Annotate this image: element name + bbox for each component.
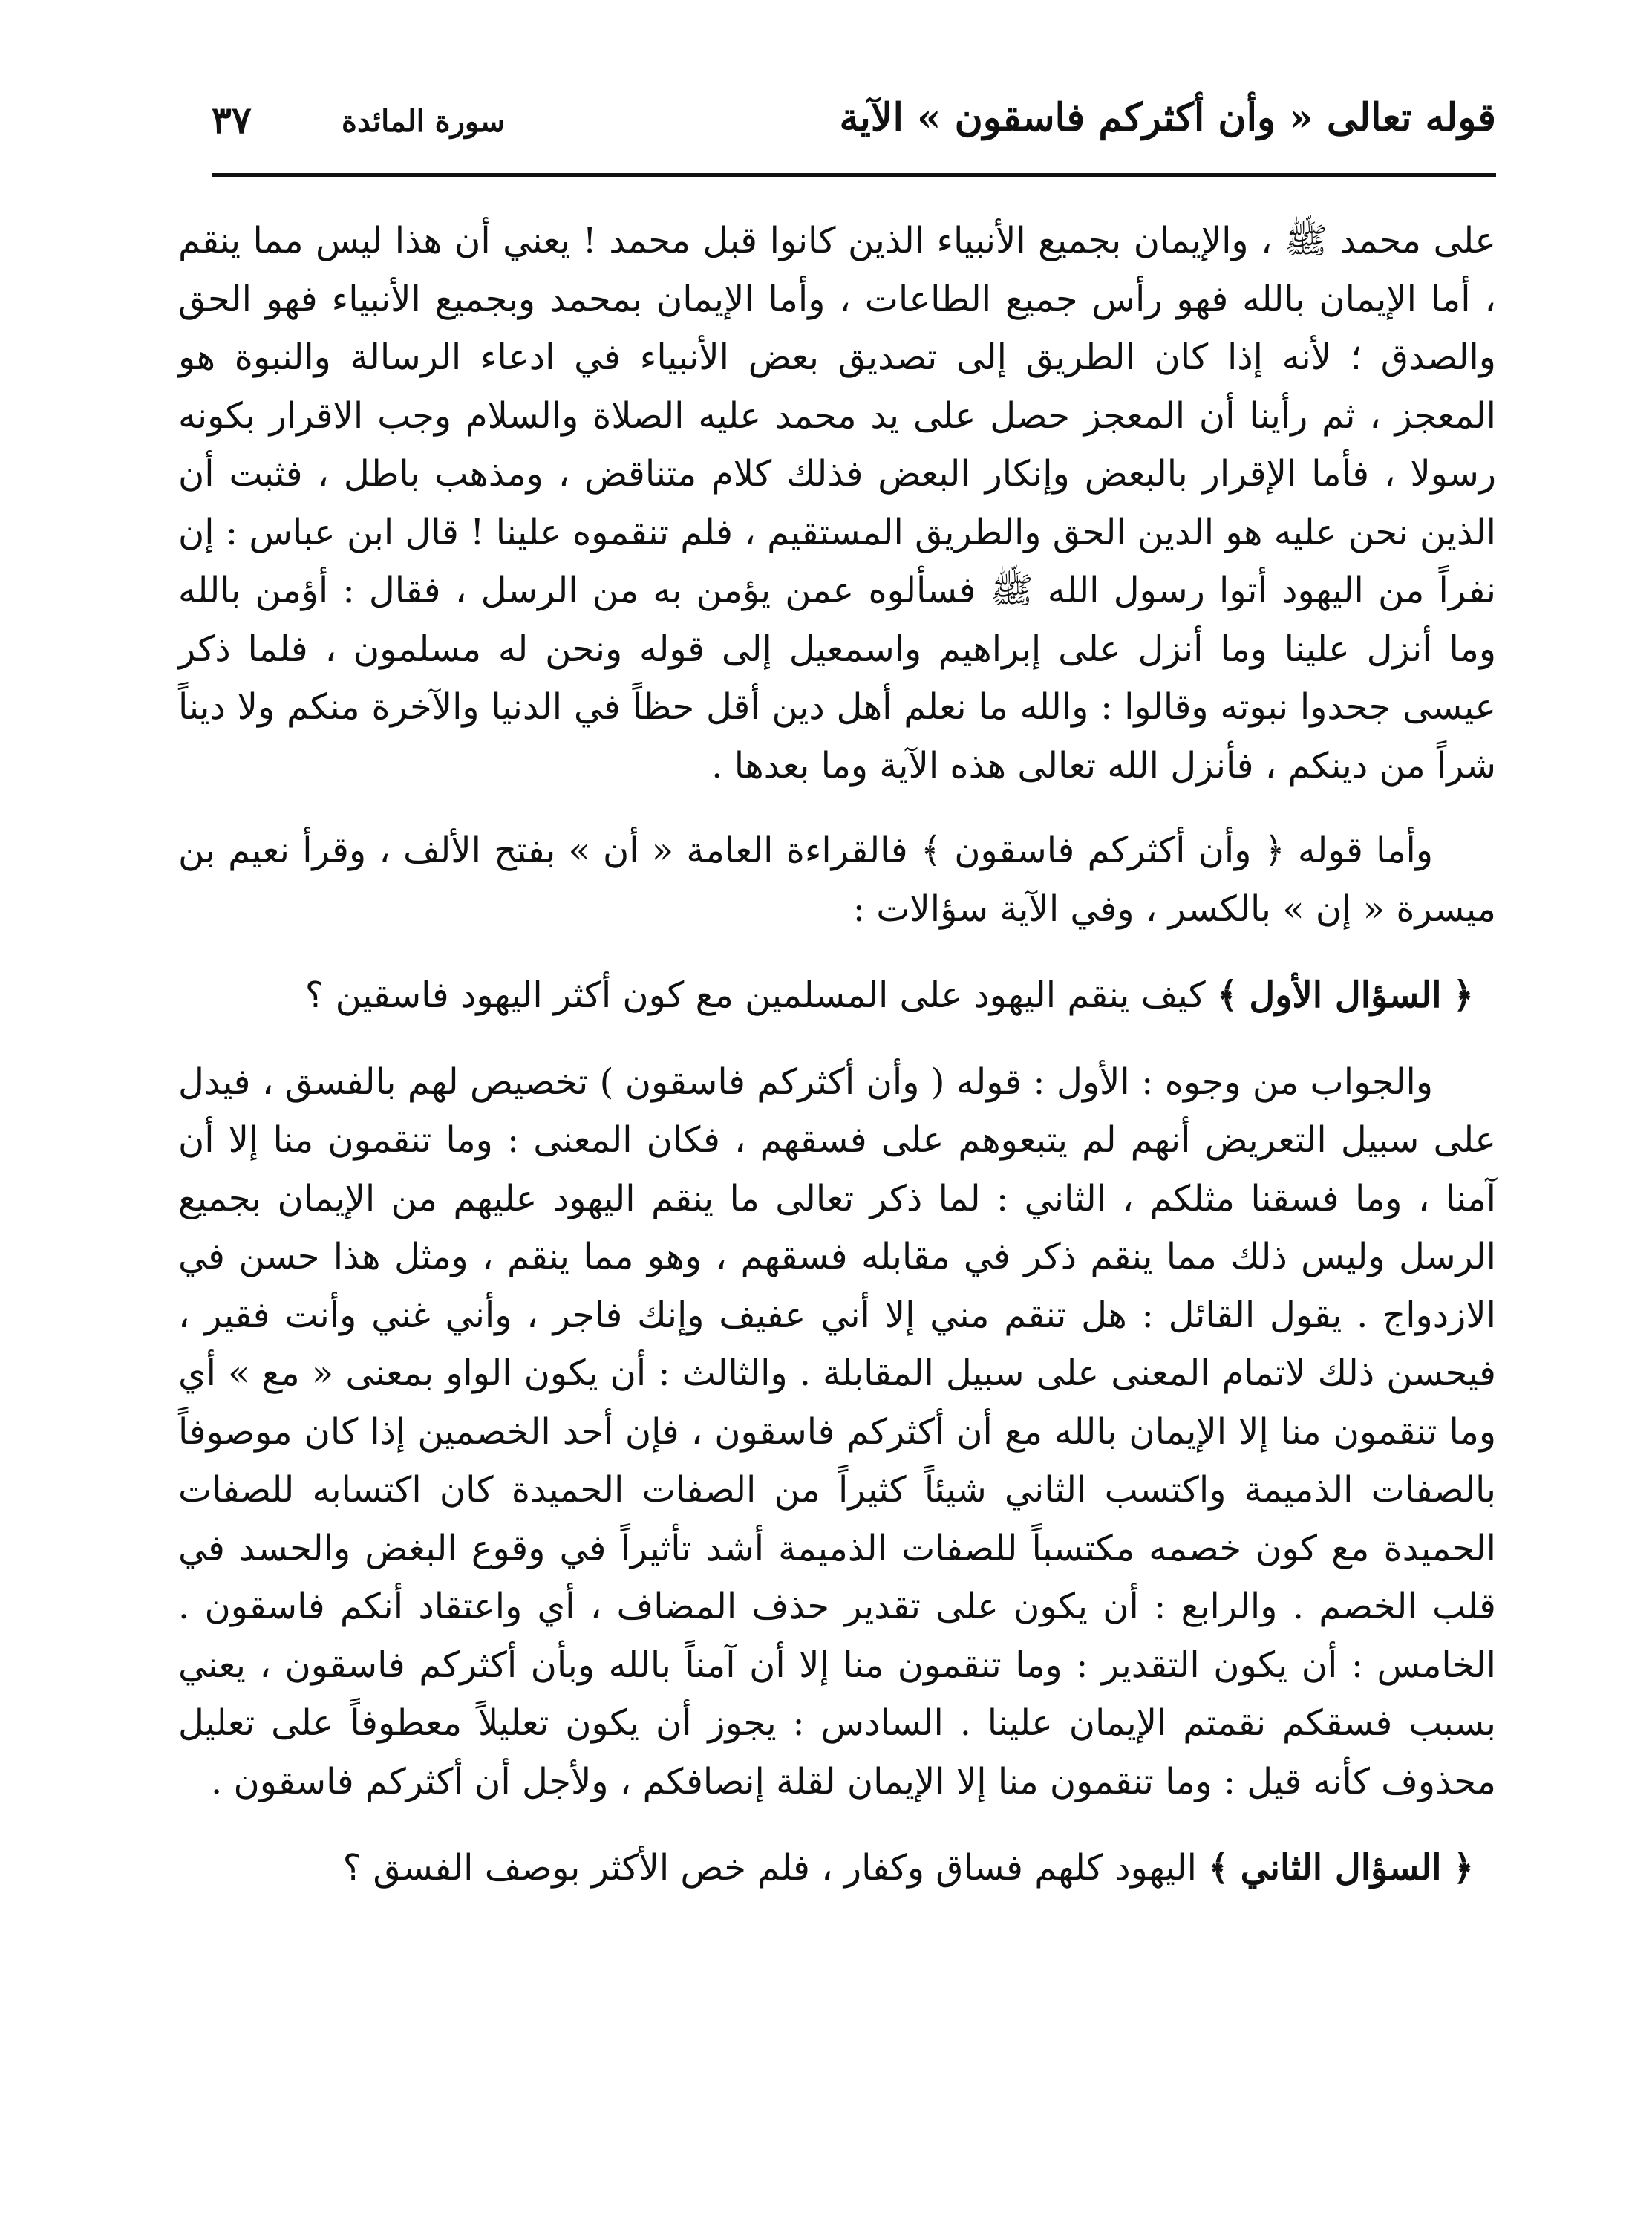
question-1 — [178, 966, 1496, 1025]
ornate-bracket-close: ﴾ — [1216, 974, 1238, 1016]
header-surah-name: سورة المائدة — [342, 104, 506, 139]
question-2 — [178, 1839, 1496, 1898]
header-title: قوله تعالى « وأن أكثركم فاسقون » الآية — [839, 95, 1496, 140]
question-1-text: كيف ينقم اليهود على المسلمين مع كون أكثر اليهود فاسقين ؟ — [304, 974, 1206, 1016]
paragraph-2: وأما قوله ﴿ وأن أكثركم فاسقون ﴾ فالقراءة العامة « أن » بفتح الألف ، وقرأ نعيم بن ميسرة « إن » بالكسر ، وفي الآية سؤالات : — [178, 830, 1496, 930]
page-number: ٣٧ — [212, 98, 252, 142]
paragraph-1: على محمد ﷺ ، والإيمان بجميع الأنبياء الذين كانوا قبل محمد ! يعني أن هذا ليس مما ينقم ، أما الإيمان بالله فهو رأس جميع الطاعات ، وأما الإيمان بمحمد وبجميع الأنبياء فهو الحق والصدق ؛ لأنه إذا كان الطريق إلى تصديق بعض الأنبياء في ادعاء الرسالة والنبوة هو المعجز ، ثم رأينا أن المعجز حصل على يد محمد عليه الصلاة والسلام وجب الاقرار بكونه رسولا ، فأما الإقرار بالبعض وإنكار البعض فذلك كلام متناقض ، ومذهب باطل ، فثبت أن الذين نحن عليه هو الدين الحق والطريق المستقيم ، فلم تنقموه علينا ! قال ابن عباس : إن نفراً من اليهود أتوا رسول الله ﷺ فسألوه عمن يؤمن به من الرسل ، فقال : أؤمن بالله وما أنزل علينا وما أنزل على إبراهيم واسمعيل إلى قوله ونحن له مسلمون ، فلما ذكر عيسى جحدوا نبوته وقالوا : والله ما نعلم أهل دين أقل حظاً في الدنيا والآخرة منكم ولا ديناً شراً من دينكم ، فأنزل الله تعالى هذه الآية وما بعدها . — [178, 220, 1497, 787]
ornate-bracket-close: ﴾ — [1208, 1847, 1230, 1889]
question-2-label: السؤال الثاني — [1240, 1847, 1442, 1889]
header-divider — [212, 173, 1496, 177]
paragraph-3: والجواب من وجوه : الأول : قوله ( وأن أكثركم فاسقون ) تخصيص لهم بالفسق ، فيدل على سبيل التعريض أنهم لم يتبعوهم على فسقهم ، فكان المعنى : وما تنقمون منا إلا أن آمنا ، وما فسقنا مثلكم ، الثاني : لما ذكر تعالى ما ينقم اليهود عليهم من الإيمان بجميع الرسل وليس ذلك مما ينقم ذكر في مقابله فسقهم ، وهو مما ينقم ، ومثل هذا حسن في الازدواج . يقول القائل : هل تنقم مني إلا أني عفيف وإنك فاجر ، وأني غني وأنت فقير ، فيحسن ذلك لاتمام المعنى على سبيل المقابلة . والثالث : أن يكون الواو بمعنى « مع » أي وما تنقمون منا إلا الإيمان بالله مع أن أكثركم فاسقون ، فإن أحد الخصمين إذا كان موصوفاً بالصفات الذميمة واكتسب الثاني شيئاً كثيراً من الصفات الحميدة كان اكتسابه للصفات الحميدة مع كون خصمه مكتسباً للصفات الذميمة أشد تأثيراً في وقوع البغض والحسد في قلب الخصم . والرابع : أن يكون على تقدير حذف المضاف ، أي واعتقاد أنكم فاسقون . الخامس : أن يكون التقدير : وما تنقمون منا إلا أن آمناً بالله وبأن أكثركم فاسقون ، يعني بسبب فسقكم نقمتم الإيمان علينا . السادس : يجوز أن يكون تعليلاً معطوفاً على تعليل محذوف كأنه قيل : وما تنقمون منا إلا الإيمان لقلة إنصافكم ، ولأجل أن أكثركم فاسقون . — [178, 1061, 1497, 1802]
ornate-bracket-open: ﴿ — [1452, 974, 1474, 1016]
question-1-label: السؤال الأول — [1249, 974, 1442, 1016]
page-body — [178, 212, 1496, 1898]
running-header — [212, 82, 1496, 171]
question-2-text: اليهود كلهم فساق وكفار ، فلم خص الأكثر بوصف الفسق ؟ — [342, 1847, 1198, 1889]
ornate-bracket-open: ﴿ — [1452, 1847, 1474, 1889]
